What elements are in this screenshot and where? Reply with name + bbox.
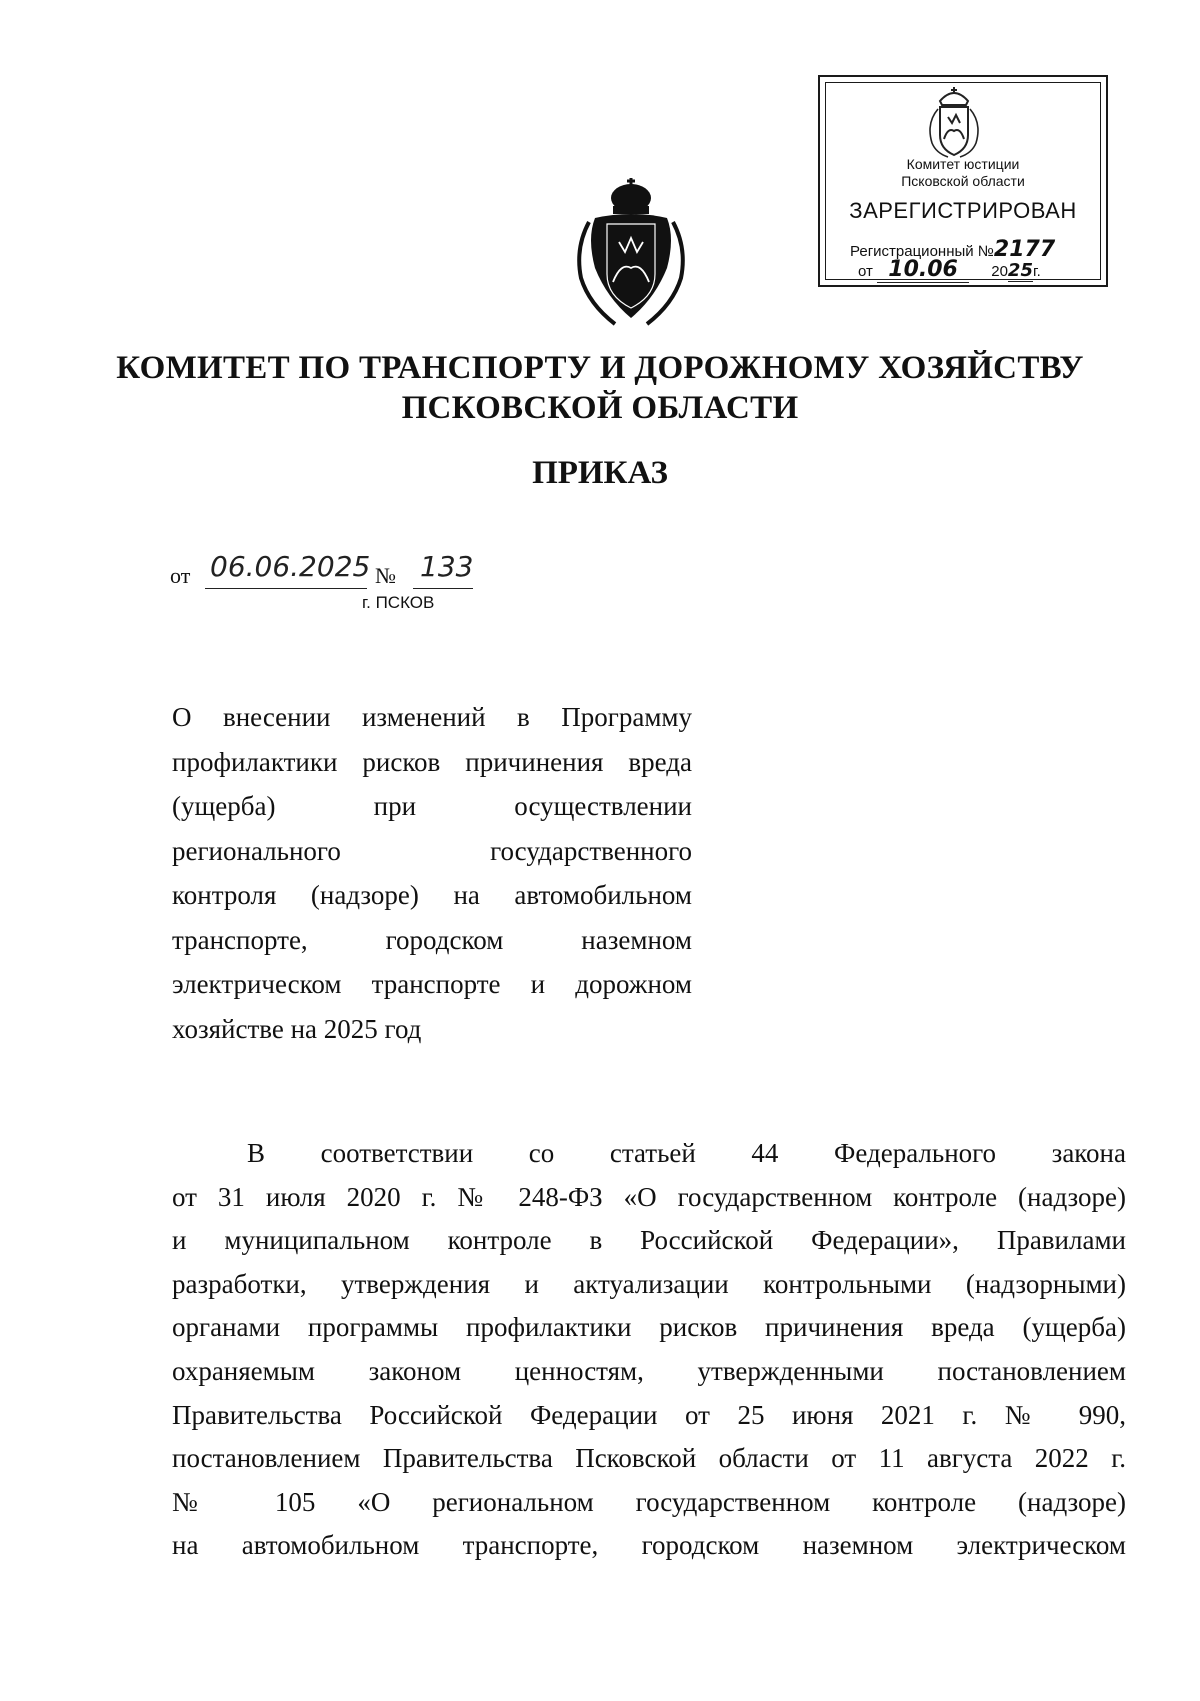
pskov-coat-of-arms-icon bbox=[575, 178, 687, 328]
registration-stamp bbox=[818, 75, 1108, 287]
body-line: В соответствии со статьей 44 Федерального закона bbox=[247, 1138, 1126, 1168]
stamp-date-prefix: от bbox=[858, 263, 873, 280]
body-line: разработки, утверждения и актуализации контрольными (надзорными) bbox=[172, 1268, 1126, 1299]
subject-line: транспорте, городском наземном bbox=[172, 924, 692, 955]
order-number-underline bbox=[413, 588, 473, 589]
order-number-value: 133 bbox=[420, 550, 474, 583]
order-number-label: № bbox=[375, 563, 396, 588]
stamp-date-value: 10.06 bbox=[877, 257, 969, 283]
stamp-year-prefix: 20 bbox=[991, 263, 1008, 280]
stamp-date-row bbox=[858, 257, 1041, 283]
org-title-line2: ПСКОВСКОЙ ОБЛАСТИ bbox=[401, 390, 799, 426]
stamp-org-line1: Комитет юстиции bbox=[906, 156, 1020, 172]
order-body bbox=[172, 1132, 1126, 1568]
body-line: охраняемым законом ценностям, утвержденными постановлением bbox=[172, 1355, 1126, 1386]
subject-line: профилактики рисков причинения вреда bbox=[172, 746, 692, 777]
subject-line: (ущерба) при осуществлении bbox=[172, 791, 692, 821]
order-date-value: 06.06.2025 bbox=[210, 550, 371, 583]
order-date-underline bbox=[205, 588, 367, 589]
body-line: от 31 июля 2020 г. № 248-ФЗ «О государственном контроле (надзоре) bbox=[172, 1181, 1126, 1212]
stamp-registered-status: ЗАРЕГИСТРИРОВАН bbox=[849, 198, 1077, 223]
body-line: постановлением Правительства Псковской области от 11 августа 2022 г. bbox=[172, 1443, 1126, 1474]
body-line: № 105 «О региональном государственном контроле (надзоре) bbox=[172, 1486, 1126, 1517]
subject-line: регионального государственного bbox=[172, 835, 692, 866]
subject-line: хозяйстве на 2025 год bbox=[172, 1013, 422, 1044]
stamp-year-value: 25 bbox=[1007, 260, 1033, 281]
body-line: на автомобильном транспорте, городском наземном электрическом bbox=[172, 1530, 1126, 1561]
document-type-title: ПРИКАЗ bbox=[532, 455, 668, 491]
body-line: органами программы профилактики рисков причинения вреда (ущерба) bbox=[172, 1312, 1126, 1343]
subject-line: электрическом транспорте и дорожном bbox=[172, 969, 692, 999]
order-city: г. ПСКОВ bbox=[362, 593, 435, 612]
order-date-prefix: от bbox=[170, 563, 191, 588]
order-subject bbox=[172, 695, 692, 1051]
stamp-reg-number: 2177 bbox=[993, 237, 1056, 262]
stamp-org-line2: Псковской области bbox=[901, 173, 1025, 189]
subject-line: контроля (надзоре) на автомобильном bbox=[172, 880, 692, 910]
body-line: и муниципальном контроле в Российской Федерации», Правилами bbox=[172, 1225, 1126, 1256]
stamp-coat-of-arms-icon bbox=[918, 83, 990, 163]
org-title-line1: КОМИТЕТ ПО ТРАНСПОРТУ И ДОРОЖНОМУ ХОЗЯЙСТВУ bbox=[116, 350, 1084, 386]
stamp-reg-label: Регистрационный № bbox=[850, 243, 994, 260]
body-line: Правительства Российской Федерации от 25 июня 2021 г. № 990, bbox=[172, 1399, 1126, 1430]
stamp-year-suffix: г. bbox=[1032, 263, 1041, 280]
subject-line: О внесении изменений в Программу bbox=[172, 702, 692, 732]
